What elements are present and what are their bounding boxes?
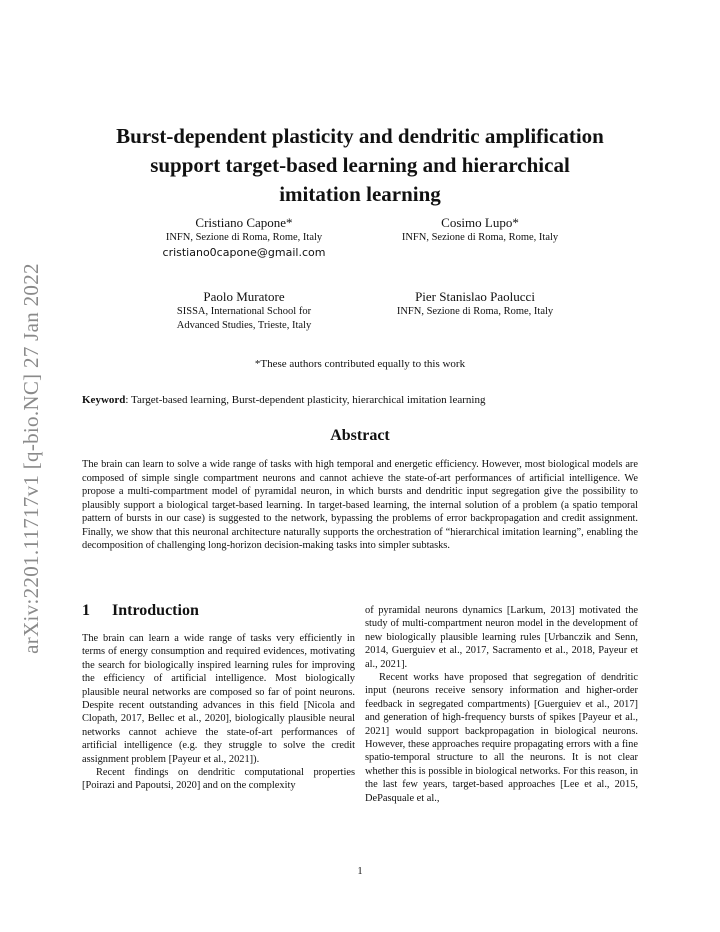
title-line: support target-based learning and hierarchical — [150, 153, 570, 177]
paragraph: of pyramidal neurons dynamics [Larkum, 2013] motivated the study of multi-compartment neuron model in the development of new biologically plausible learning rules [Urbanczik and Senn, 2014, Guerguiev et al., 2017, Sacramento et al., 2018, Payeur et al., 2021]. — [365, 605, 638, 670]
keyword-label: Keyword — [82, 394, 126, 406]
keyword-text: : Target-based learning, Burst-dependent plasticity, hierarchical imitation learning — [125, 394, 486, 406]
author-affiliation: INFN, Sezione di Roma, Rome, Italy — [396, 306, 554, 317]
author-name: Cristiano Capone* — [195, 215, 293, 230]
section-heading — [82, 602, 199, 620]
paragraph: Recent works have proposed that segregation of dendritic input (neurons receive sensory information and higher-order feedback in segregated compartments) [Guerguiev et al., 2017] and generation of high-frequency bursts of spikes [Payeur et al., 2021] would support backpropagation in biological neurons. However, these approaches require propagating errors with a fine spatio-temporal structure to all the neurons. It is not clear whether this is possible in biological networks. For this reason, in the last few years, target-based approaches [Lee et al., 2015, DePasquale et al., — [365, 672, 639, 804]
author-block — [128, 214, 360, 261]
author-name: Paolo Muratore — [203, 289, 285, 304]
abstract-heading: Abstract — [330, 427, 390, 444]
left-column — [82, 632, 355, 793]
author-affiliation: Advanced Studies, Trieste, Italy — [176, 320, 312, 331]
author-affiliation: SISSA, International School for — [176, 306, 312, 317]
abstract-text: The brain can learn to solve a wide range of tasks with high temporal and energetic efficiency. However, most biological models are composed of simple single compartment neurons and cannot achieve the state-of-art performances of artificial intelligence. We propose a multi-compartment model of pyramidal neuron, in which bursts and dendritic input segregation give the possibility to plausibly support a biological target-based learning. In target-based learning, the internal solution of a problem (a spatio temporal pattern of bursts in our case) is suggested to the network, bypassing the problems of error backpropagation and credit assignment. Finally, we show that this neuronal architecture naturally supports the orchestration of “hierarchical imitation learning”, enabling the decomposition of challenging long-horizon decision-making tasks into simpler subtasks. — [82, 459, 638, 551]
author-affiliation: INFN, Sezione di Roma, Rome, Italy — [165, 232, 323, 243]
author-name: Pier Stanislao Paolucci — [415, 289, 535, 304]
author-block — [348, 288, 602, 319]
page-number: 1 — [357, 866, 363, 877]
keywords-line — [82, 394, 638, 406]
title-line: Burst-dependent plasticity and dendritic amplification — [116, 124, 604, 148]
author-name: Cosimo Lupo* — [441, 215, 519, 230]
author-affiliation: INFN, Sezione di Roma, Rome, Italy — [401, 232, 559, 243]
paper-title — [82, 122, 638, 209]
arxiv-watermark-text: arXiv:2201.11717v1 [q-bio.NC] 27 Jan 2022 — [18, 262, 43, 654]
paragraph: The brain can learn a wide range of tasks very efficiently in terms of energy consumption and required evidences, motivating the search for biologically inspired learning rules for improving the efficiency of artificial intelligence. Most biologically plausible neural networks are composed so far of point neurons. Despite recent outstanding advances in this field [Nicola and Clopath, 2017, Bellec et al., 2020], biologically plausible neural networks cannot achieve the state-of-art performances of artificial intelligence (e.g. they struggle to solve the credit assignment problem [Payeur et al., 2021]). — [82, 633, 355, 765]
author-email[interactable]: cristiano0capone@gmail.com — [162, 246, 326, 259]
equal-contribution-note: *These authors contributed equally to this work — [254, 358, 466, 370]
section-number: 1 — [82, 602, 90, 619]
author-block — [360, 214, 600, 245]
section-title: Introduction — [112, 602, 199, 619]
paragraph: Recent findings on dendritic computational properties [Poirazi and Papoutsi, 2020] and on the complexity — [82, 767, 355, 792]
right-column — [365, 604, 638, 805]
author-block — [128, 288, 360, 333]
arxiv-watermark — [14, 238, 48, 678]
title-line: imitation learning — [279, 182, 441, 206]
